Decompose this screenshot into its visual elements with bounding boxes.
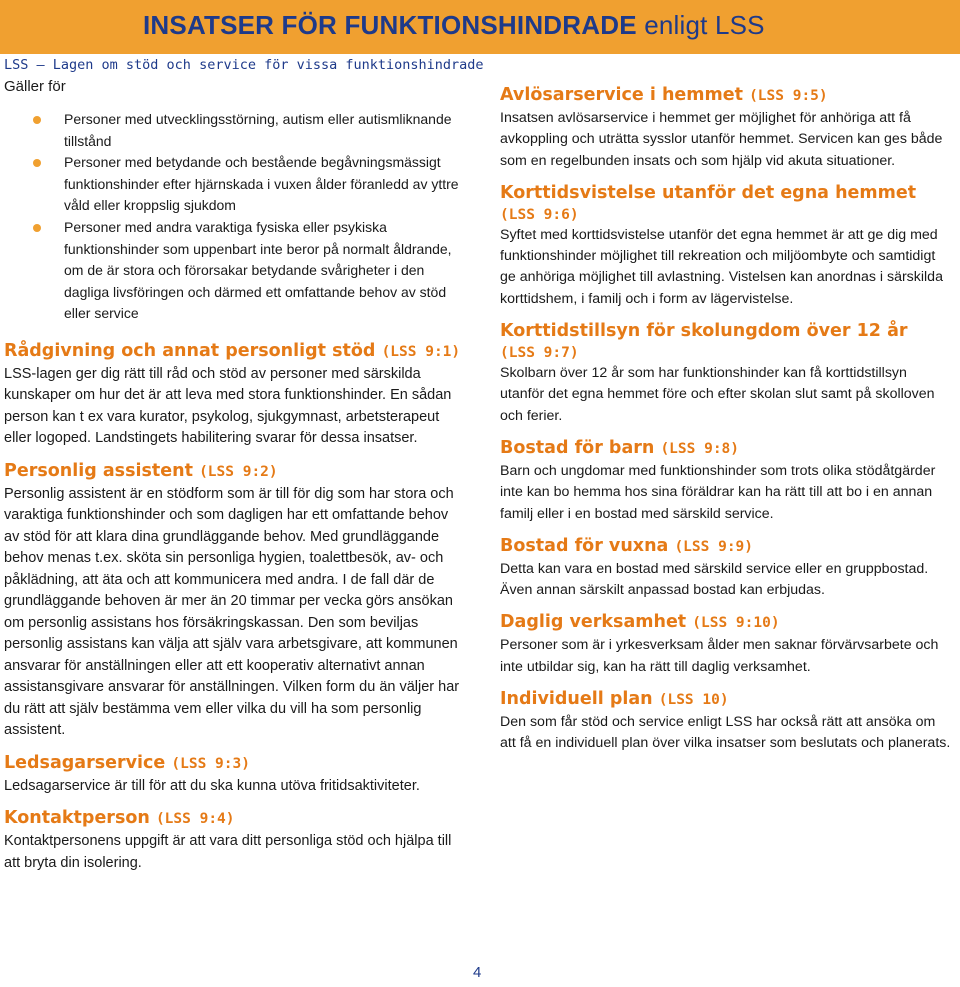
section-title: Kontaktperson (LSS 9:4) bbox=[4, 808, 235, 829]
galler-for-label: Gäller för bbox=[4, 78, 66, 95]
section-title: Ledsagarservice (LSS 9:3) bbox=[4, 752, 250, 773]
page-number: 4 bbox=[473, 964, 482, 981]
section-daglig-verksamhet bbox=[500, 610, 952, 678]
section-body: Syftet med korttidsvistelse utanför det egna hemmet är att ge dig med funktionshinder möjlighet till rekreation och miljöombyte och samtidigt ge anhöriga möjlighet till avlastning. Vistelsen kan anordnas i särskilda korttidshem, i familj och i form av lägervistelse. bbox=[500, 226, 943, 307]
section-kontaktperson bbox=[4, 806, 460, 874]
bullet-icon bbox=[33, 159, 41, 167]
list-item: Personer med betydande och bestående begåvningsmässigt funktionshinder efter hjärnskada i vuxen ålder föranledd av yttre våld eller kroppslig sjukdom bbox=[64, 152, 460, 217]
section-body: Den som får stöd och service enligt LSS har också rätt att ansöka om att få en individuell plan över vilka insatser som beslutats och planerats. bbox=[500, 714, 951, 752]
section-body: LSS-lagen ger dig rätt till råd och stöd av personer med särskilda kunskaper om hur det är att leva med stora funktionshinder. En sådan person kan t ex vara kurator, psykolog, sjukgymnast, arbetsterapeut eller logoped. Landstingets habilitering svarar för dessa insatser. bbox=[4, 365, 452, 447]
section-korttidsvistelse bbox=[500, 181, 952, 310]
right-column bbox=[500, 83, 952, 764]
section-title: Bostad för barn (LSS 9:8) bbox=[500, 437, 740, 458]
target-groups-list bbox=[4, 109, 460, 325]
section-body: Detta kan vara en bostad med särskild service eller en gruppbostad. Även annan särskilt anpassad bostad kan erbjudas. bbox=[500, 560, 929, 599]
section-bostad-barn bbox=[500, 436, 952, 525]
section-body: Kontaktpersonens uppgift är att vara ditt personliga stöd och hjälpa till att bryta din isolering. bbox=[4, 833, 452, 871]
section-body: Skolbarn över 12 år som har funktionshinder kan få korttidstillsyn utanför det egna hemmet före och efter skolan slut samt på skolloven och ferier. bbox=[500, 365, 935, 424]
section-body: Personlig assistent är en stödform som är till för dig som har stora och varaktiga funktionshinder och som dagligen har ett omfattande behov av stöd för att klara dina grundläggande behov. Med grundläggande behov menas t.ex. sköta sin personliga hygien, toalettbesök, av- och påklädning, att äta och att kommunicera med andra. I de fall där de grundläggande behoven är mer än 20 timmar per vecka görs ansökan om personlig assistans hos försäkringskassan. Den som beviljas personlig assistans kan välja att själv vara arbetsgivare, att kommunen ansvarar för anställningen eller att ett kooperativ alternativt annan assistansgivare ansvarar för anställningen. Vilken form du än väljer har du rätt att själv bestämma vem eller vilka du vill ha som personlig assistent. bbox=[4, 485, 460, 739]
page-title-bold: INSATSER FÖR FUNKTIONSHINDRADE bbox=[143, 10, 637, 40]
bullet-icon bbox=[33, 116, 41, 124]
page-title-rest: enligt LSS bbox=[644, 10, 765, 40]
section-bostad-vuxna bbox=[500, 534, 952, 602]
left-column bbox=[4, 76, 460, 883]
page-subtitle: LSS – Lagen om stöd och service för vissa funktionshindrade bbox=[4, 57, 484, 73]
section-title: Bostad för vuxna (LSS 9:9) bbox=[500, 535, 754, 556]
section-individuell-plan bbox=[500, 687, 952, 755]
bullet-icon bbox=[33, 224, 41, 232]
section-korttidstillsyn bbox=[500, 319, 952, 427]
section-body: Personer som är i yrkesverksam ålder men saknar förvärvsarbete och inte utbildar sig, kan ha rätt till daglig verksamhet. bbox=[500, 637, 939, 675]
section-body: Ledsagarservice är till för att du ska kunna utöva fritidsaktiviteter. bbox=[4, 777, 420, 794]
section-title: Korttidstillsyn för skolungdom över 12 år (LSS 9:7) bbox=[500, 321, 908, 362]
section-title: Avlösarservice i hemmet (LSS 9:5) bbox=[500, 85, 828, 105]
section-title: Individuell plan (LSS 10) bbox=[500, 689, 729, 710]
section-body: Barn och ungdomar med funktionshinder som trots olika stödåtgärder inte kan bo hemma hos sina föräldrar kan ha rätt till att bo i en annan familj eller i en bostad med särskild service. bbox=[500, 462, 936, 522]
section-title: Rådgivning och annat personligt stöd (LSS 9:1) bbox=[4, 340, 461, 361]
header-banner bbox=[0, 0, 960, 54]
section-personlig-assistent bbox=[4, 459, 460, 742]
page-title bbox=[143, 10, 765, 41]
section-body: Insatsen avlösarservice i hemmet ger möjlighet för anhöriga att få avkoppling och uträtta sysslor utanför hemmet. Servicen kan ges både som en regelbunden insats och som hjälp vid akuta situationer. bbox=[500, 110, 943, 169]
section-title: Korttidsvistelse utanför det egna hemmet (LSS 9:6) bbox=[500, 182, 917, 223]
section-title: Daglig verksamhet (LSS 9:10) bbox=[500, 612, 780, 633]
section-ledsagarservice bbox=[4, 751, 460, 798]
list-item: Personer med utvecklingsstörning, autism eller autismliknande tillstånd bbox=[64, 109, 460, 152]
section-avlosarservice bbox=[500, 83, 952, 172]
section-radgivning bbox=[4, 339, 460, 450]
list-item: Personer med andra varaktiga fysiska eller psykiska funktionshinder som uppenbart inte beror på normalt åldrande, om de är stora och förorsakar betydande svårigheter i den dagliga livsföringen och därmed ett omfattande behov av stöd eller service bbox=[64, 217, 460, 325]
section-title: Personlig assistent (LSS 9:2) bbox=[4, 460, 278, 481]
